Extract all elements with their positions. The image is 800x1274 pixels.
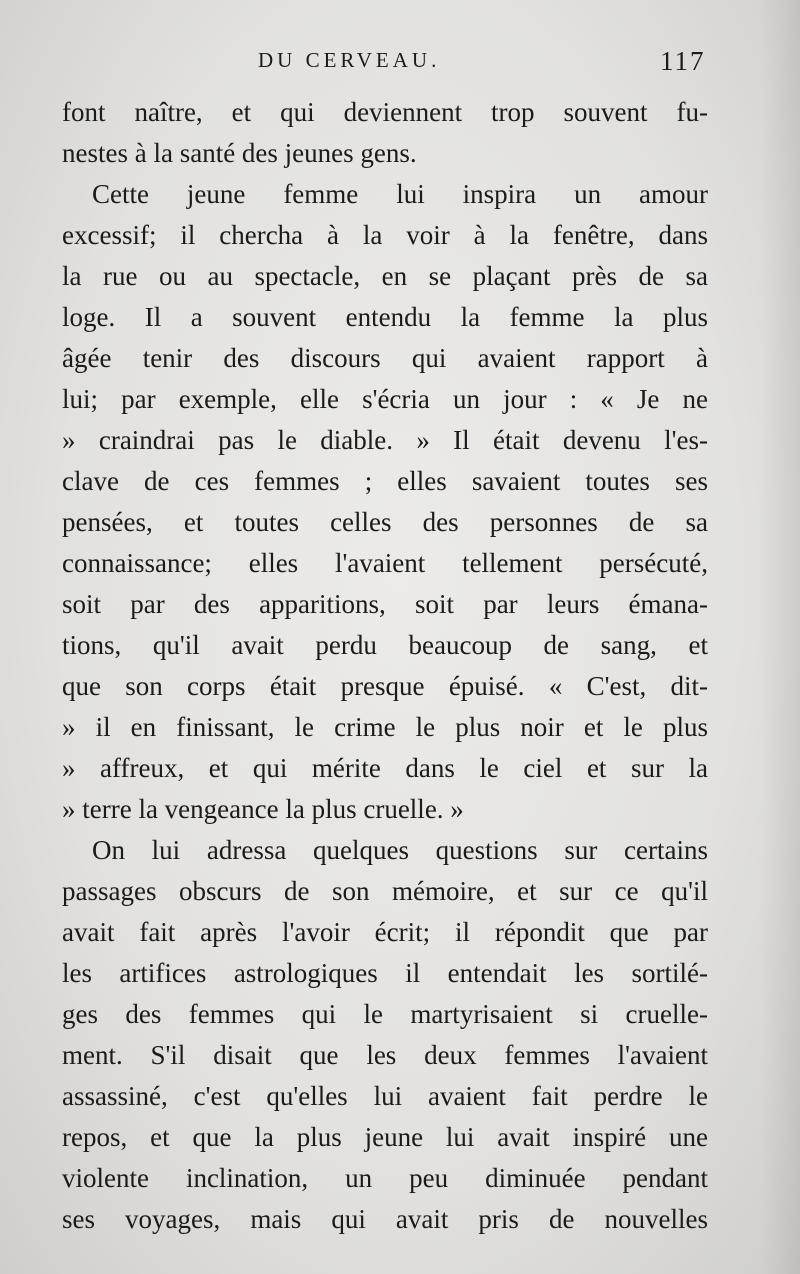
text-line: loge. Il a souvent entendu la femme la plus	[62, 302, 708, 332]
running-head: DU CERVEAU.	[258, 48, 441, 72]
text-line: ses voyages, mais qui avait pris de nouvelles	[62, 1204, 708, 1234]
text-line: ment. S'il disait que les deux femmes l'avaient	[62, 1040, 708, 1070]
page-header	[0, 48, 800, 82]
text-line: Cette jeune femme lui inspira un amour	[92, 179, 708, 209]
text-line: repos, et que la plus jeune lui avait inspiré une	[62, 1122, 708, 1152]
text-line: connaissance; elles l'avaient tellement persécuté,	[62, 548, 708, 578]
page-number: 117	[660, 46, 706, 76]
text-line: soit par des apparitions, soit par leurs émana-	[62, 589, 708, 619]
text-line: pensées, et toutes celles des personnes de sa	[62, 507, 708, 537]
text-line: lui; par exemple, elle s'écria un jour : « Je ne	[62, 384, 708, 414]
text-line: la rue ou au spectacle, en se plaçant près de sa	[62, 261, 708, 291]
text-line: » craindrai pas le diable. » Il était devenu l'es-	[62, 425, 708, 455]
text-line: avait fait après l'avoir écrit; il répondit que par	[62, 917, 708, 947]
body-text	[62, 92, 708, 1240]
text-line: ges des femmes qui le martyrisaient si cruelle-	[62, 999, 708, 1029]
text-line: On lui adressa quelques questions sur certains	[92, 835, 708, 865]
text-line: que son corps était presque épuisé. « C'est, dit-	[62, 671, 708, 701]
text-line: nestes à la santé des jeunes gens.	[62, 138, 417, 168]
text-line: clave de ces femmes ; elles savaient toutes ses	[62, 466, 708, 496]
text-line: tions, qu'il avait perdu beaucoup de sang, et	[62, 630, 708, 660]
text-line: » terre la vengeance la plus cruelle. »	[62, 794, 464, 824]
page-edge-shadow	[760, 0, 800, 1274]
text-line: assassiné, c'est qu'elles lui avaient fait perdre le	[62, 1081, 708, 1111]
text-line: excessif; il chercha à la voir à la fenêtre, dans	[62, 220, 708, 250]
text-line: » affreux, et qui mérite dans le ciel et sur la	[62, 753, 708, 783]
text-line: passages obscurs de son mémoire, et sur ce qu'il	[62, 876, 708, 906]
text-line: » il en finissant, le crime le plus noir et le plus	[62, 712, 708, 742]
text-line: font naître, et qui deviennent trop souvent fu-	[62, 97, 708, 127]
text-line: violente inclination, un peu diminuée pendant	[62, 1163, 708, 1193]
text-line: âgée tenir des discours qui avaient rapport à	[62, 343, 708, 373]
text-line: les artifices astrologiques il entendait les sortilé-	[62, 958, 708, 988]
